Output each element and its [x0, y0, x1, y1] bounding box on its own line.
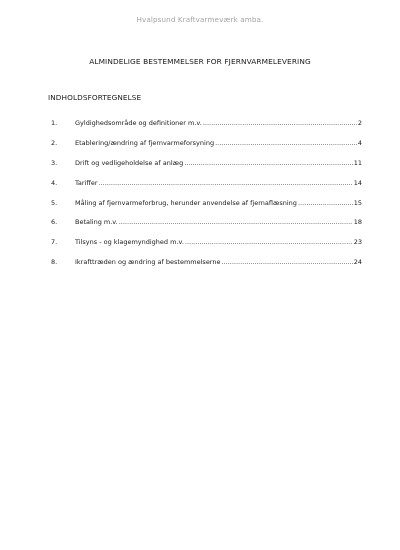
toc-entry[interactable]	[51, 238, 362, 258]
table-of-contents	[51, 119, 362, 278]
toc-entry-page: 18	[353, 218, 362, 227]
toc-entry-label: Ikrafttræden og ændring af bestemmelserne	[75, 258, 221, 267]
toc-entry[interactable]	[51, 258, 362, 278]
toc-entry-number: 8.	[51, 258, 58, 267]
toc-entry[interactable]	[51, 119, 362, 139]
toc-entry-page: 11	[353, 158, 362, 167]
dot-leader	[119, 218, 353, 226]
toc-entry-label: Tariffer	[75, 178, 98, 187]
dot-leader	[184, 159, 353, 167]
toc-heading: INDHOLDSFORTEGNELSE	[48, 93, 142, 102]
toc-entry-number: 3.	[51, 158, 58, 167]
toc-entry[interactable]	[51, 199, 362, 219]
dot-leader	[298, 199, 353, 207]
toc-entry-label: Gyldighedsområde og definitioner m.v.	[75, 119, 202, 127]
toc-entry-page: 4	[357, 138, 362, 147]
toc-entry-label: Betaling m.v.	[75, 218, 118, 227]
toc-entry-page: 23	[353, 238, 362, 247]
toc-entry[interactable]	[51, 139, 362, 159]
dot-leader	[203, 119, 357, 127]
toc-entry-number: 6.	[51, 218, 58, 227]
toc-entry-number: 7.	[51, 238, 58, 247]
dot-leader	[215, 139, 357, 147]
toc-entry-page: 2	[357, 119, 362, 127]
toc-entry-page: 15	[353, 198, 362, 207]
toc-entry[interactable]	[51, 159, 362, 179]
toc-entry-number: 4.	[51, 178, 58, 187]
toc-entry-number: 2.	[51, 138, 58, 147]
toc-entry-number: 1.	[51, 119, 58, 127]
dot-leader	[99, 179, 353, 187]
toc-entry[interactable]	[51, 218, 362, 238]
dot-leader	[185, 238, 353, 246]
document-title: ALMINDELIGE BESTEMMELSER FOR FJERNVARMELEVERING	[89, 57, 311, 66]
toc-entry-number: 5.	[51, 198, 58, 207]
page-header: Hvalpsund Kraftvarmeværk amba.	[136, 15, 264, 24]
dot-leader	[222, 258, 353, 266]
toc-entry[interactable]	[51, 179, 362, 199]
toc-entry-label: Etablering/ændring af fjernvarmeforsyning	[75, 138, 215, 147]
toc-entry-label: Tilsyns - og klagemyndighed m.v.	[75, 238, 184, 247]
toc-entry-label: Måling af fjernvarmeforbrug, herunder anvendelse af fjernaflæsning	[75, 198, 297, 207]
toc-entry-label: Drift og vedligeholdelse af anlæg	[75, 158, 184, 167]
toc-entry-page: 24	[353, 258, 362, 267]
toc-entry-page: 14	[353, 178, 362, 187]
